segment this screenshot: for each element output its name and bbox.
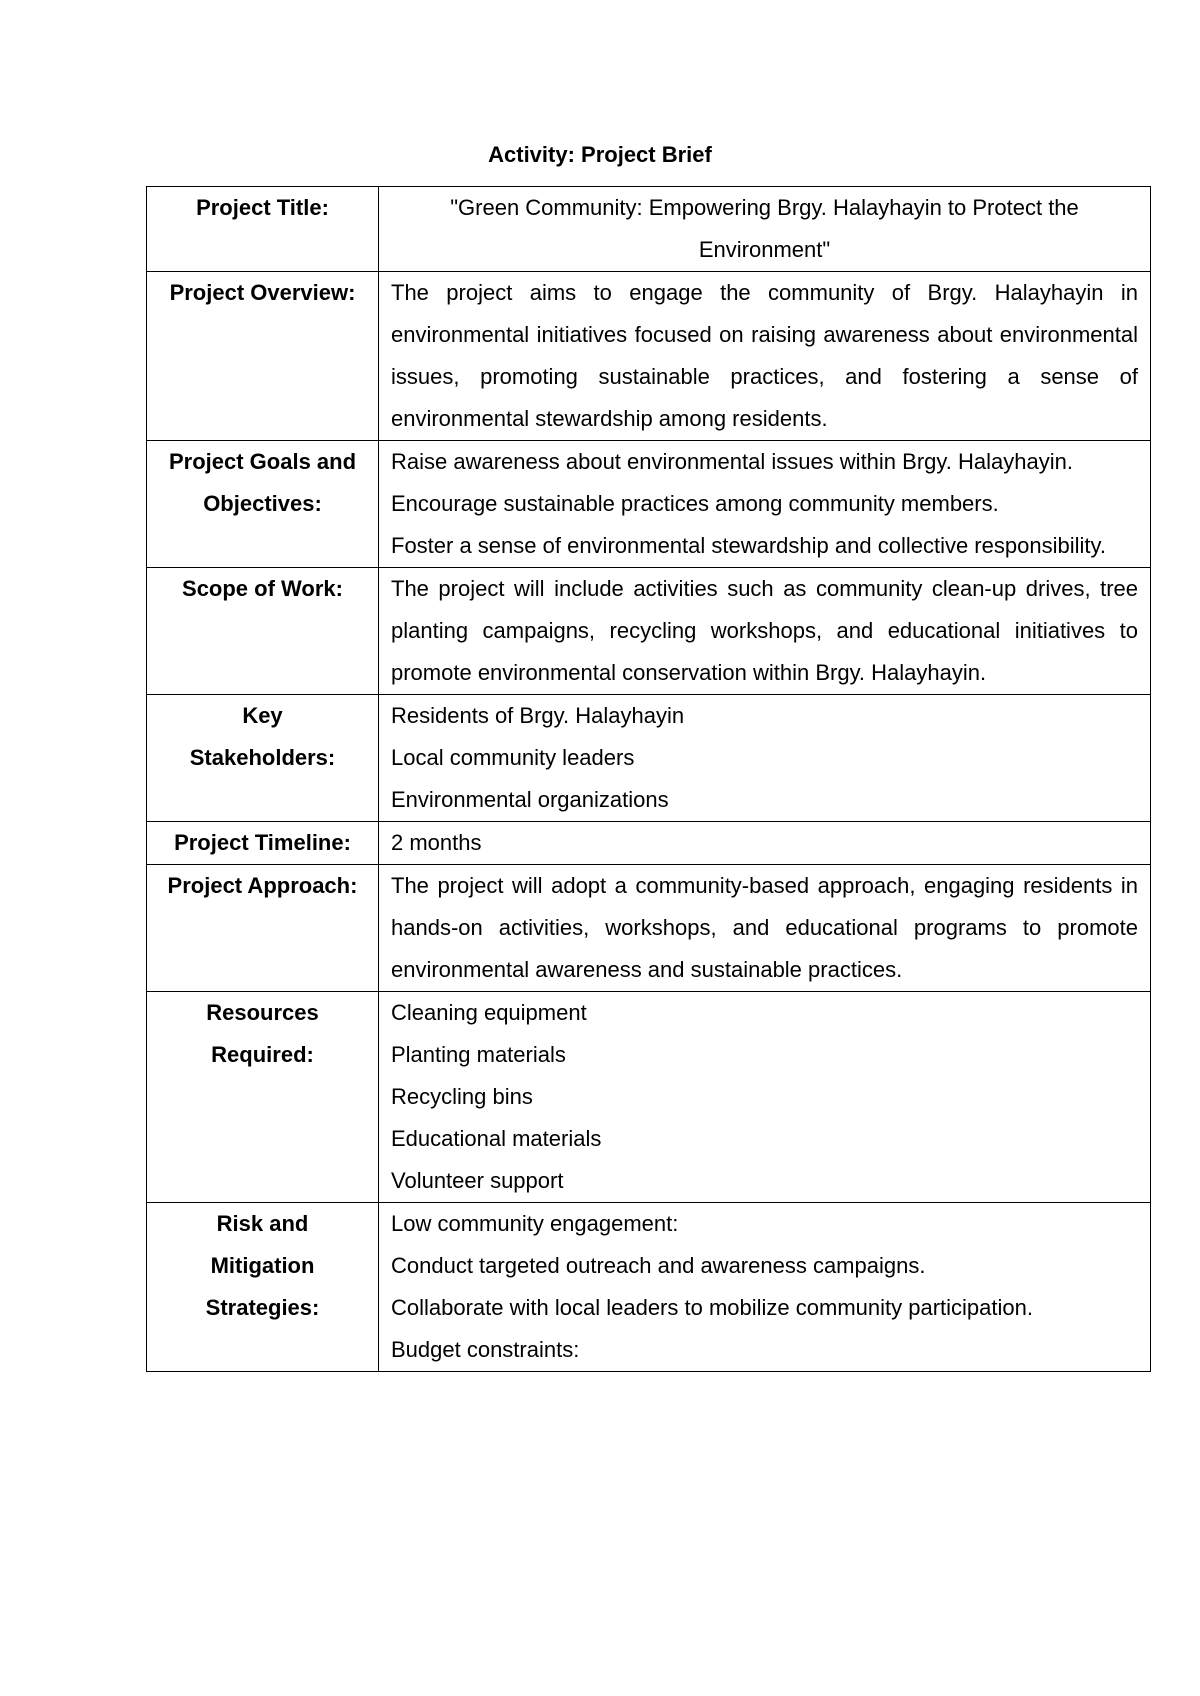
key-stakeholders-label-line: Stakeholders: (189, 745, 336, 770)
table-row-scope-of-work (147, 568, 1151, 695)
resources-required-label-line: Required: (211, 1042, 314, 1067)
table-row-risk-mitigation (147, 1203, 1151, 1372)
resources-required-label-line: Resources (206, 1000, 319, 1025)
page-title: Activity: Project Brief (488, 142, 712, 167)
goal-item: Raise awareness about environmental issues within Brgy. Halayhayin. (391, 449, 1073, 474)
project-timeline-value: 2 months (379, 822, 1151, 865)
stakeholder-item: Residents of Brgy. Halayhayin (391, 703, 685, 728)
project-title-label: Project Title: (147, 187, 379, 272)
key-stakeholders-label (147, 695, 379, 822)
table-row-project-timeline (147, 822, 1151, 865)
table-row-project-approach (147, 865, 1151, 992)
table-row-key-stakeholders (147, 695, 1151, 822)
project-brief-table (146, 186, 1151, 1372)
resource-item: Planting materials (391, 1042, 566, 1067)
table-row-project-overview (147, 272, 1151, 441)
resource-item: Educational materials (391, 1126, 602, 1151)
goal-item: Foster a sense of environmental stewardship and collective responsibility. (391, 533, 1106, 558)
resources-required-label (147, 992, 379, 1203)
resources-required-value (379, 992, 1151, 1203)
risk-mitigation-value (379, 1203, 1151, 1372)
risk-item: Conduct targeted outreach and awareness campaigns. (391, 1253, 926, 1278)
project-goals-value (379, 441, 1151, 568)
table-row-resources-required (147, 992, 1151, 1203)
table-row-project-title (147, 187, 1151, 272)
project-goals-label: Project Goals and Objectives: (147, 441, 379, 568)
project-overview-label: Project Overview: (147, 272, 379, 441)
resource-item: Recycling bins (391, 1084, 533, 1109)
risk-mitigation-label-line: Risk and (216, 1211, 309, 1236)
key-stakeholders-value (379, 695, 1151, 822)
key-stakeholders-label-line: Key (242, 703, 283, 728)
risk-mitigation-label (147, 1203, 379, 1372)
project-approach-label: Project Approach: (147, 865, 379, 992)
risk-item: Budget constraints: (391, 1337, 580, 1362)
stakeholder-item: Environmental organizations (391, 787, 669, 812)
resource-item: Cleaning equipment (391, 1000, 587, 1025)
project-overview-value: The project aims to engage the community of Brgy. Halayhayin in environmental initiatives focused on raising awareness about environmental issues, promoting sustainable practices, and fostering a sense of environmental stewardship among residents. (379, 272, 1151, 441)
risk-item: Low community engagement: (391, 1211, 679, 1236)
project-timeline-label: Project Timeline: (147, 822, 379, 865)
scope-of-work-label: Scope of Work: (147, 568, 379, 695)
risk-item: Collaborate with local leaders to mobilize community participation. (391, 1295, 1033, 1320)
goal-item: Encourage sustainable practices among community members. (391, 491, 999, 516)
scope-of-work-value: The project will include activities such as community clean-up drives, tree planting campaigns, recycling workshops, and educational initiatives to promote environmental conservation within Brgy. Halayhayin. (379, 568, 1151, 695)
risk-mitigation-label-line: Strategies: (205, 1295, 320, 1320)
stakeholder-item: Local community leaders (391, 745, 635, 770)
risk-mitigation-label-line: Mitigation (210, 1253, 315, 1278)
resource-item: Volunteer support (391, 1168, 564, 1193)
project-title-value: "Green Community: Empowering Brgy. Halayhayin to Protect the Environment" (379, 187, 1151, 272)
project-approach-value: The project will adopt a community-based approach, engaging residents in hands-on activities, workshops, and educational programs to promote environmental awareness and sustainable practices. (379, 865, 1151, 992)
table-row-project-goals (147, 441, 1151, 568)
